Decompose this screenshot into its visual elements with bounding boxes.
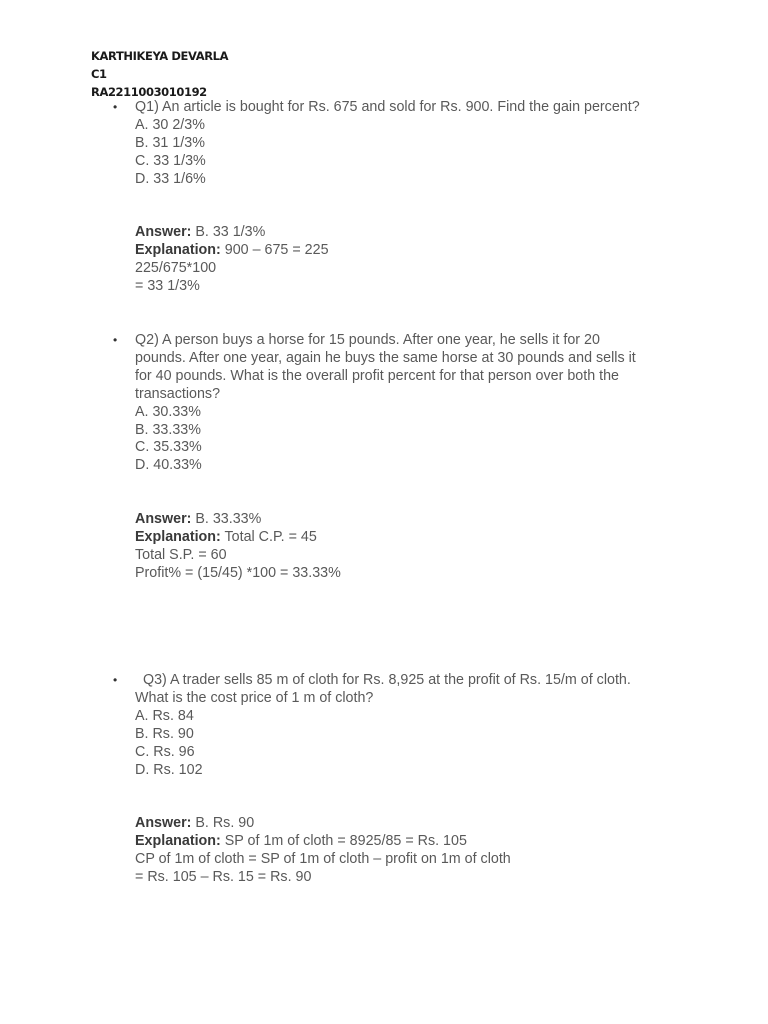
explanation-label: Explanation: xyxy=(135,242,221,259)
bullet-icon: • xyxy=(113,333,118,347)
option-b: B. Rs. 90 xyxy=(135,725,194,742)
answer-line xyxy=(135,511,673,529)
explanation-text: 900 – 675 = 225 xyxy=(220,242,329,259)
answer-value: B. Rs. 90 xyxy=(191,815,255,832)
answer-value: B. 33.33% xyxy=(191,511,262,528)
explanation-line xyxy=(135,242,673,260)
question-text: transactions? xyxy=(135,385,221,402)
explanation-line xyxy=(135,833,673,851)
answer-label: Answer: xyxy=(135,224,192,241)
explanation-text: SP of 1m of cloth = 8925/85 = Rs. 105 xyxy=(220,833,467,850)
option-c: C. 35.33% xyxy=(135,439,202,456)
question-block-1 xyxy=(113,99,673,296)
question-text: pounds. After one year, again he buys the same horse at 30 pounds and sells it xyxy=(135,349,636,366)
explanation-text: = 33 1/3% xyxy=(135,278,200,295)
option-c: C. Rs. 96 xyxy=(135,743,195,760)
explanation-text: CP of 1m of cloth = SP of 1m of cloth – profit on 1m of cloth xyxy=(135,851,511,868)
bullet-icon: • xyxy=(113,673,118,687)
answer-line xyxy=(135,815,673,833)
option-d: D. Rs. 102 xyxy=(135,761,203,778)
explanation-text: Total S.P. = 60 xyxy=(135,546,227,563)
answer-label: Answer: xyxy=(135,815,192,832)
option-a: A. Rs. 84 xyxy=(135,707,194,724)
bullet-icon: • xyxy=(113,100,118,114)
option-d: D. 40.33% xyxy=(135,457,202,474)
option-c: C. 33 1/3% xyxy=(135,152,206,169)
answer-value: B. 33 1/3% xyxy=(191,224,266,241)
question-text: Q2) A person buys a horse for 15 pounds. After one year, he sells it for 20 xyxy=(135,332,600,348)
section-label: C1 xyxy=(91,67,107,81)
question-block-3 xyxy=(113,672,673,887)
registration-number: RA2211003010192 xyxy=(91,85,207,99)
answer-label: Answer: xyxy=(135,511,192,528)
explanation-text: Profit% = (15/45) *100 = 33.33% xyxy=(135,564,341,581)
question-text: Q3) A trader sells 85 m of cloth for Rs. 8,925 at the profit of Rs. 15/m of cloth. xyxy=(135,672,631,688)
question-text: What is the cost price of 1 m of cloth? xyxy=(135,689,374,706)
explanation-label: Explanation: xyxy=(135,833,221,850)
option-b: B. 31 1/3% xyxy=(135,134,205,151)
option-a: A. 30 2/3% xyxy=(135,116,205,133)
document-header xyxy=(91,47,228,101)
explanation-text: Total C.P. = 45 xyxy=(220,528,317,545)
explanation-text: 225/675*100 xyxy=(135,260,217,277)
answer-line xyxy=(135,224,673,242)
student-name: KARTHIKEYA DEVARLA xyxy=(91,49,229,63)
explanation-text: = Rs. 105 – Rs. 15 = Rs. 90 xyxy=(135,868,312,885)
explanation-line xyxy=(135,529,673,547)
question-text: Q1) An article is bought for Rs. 675 and sold for Rs. 900. Find the gain percent? xyxy=(135,99,640,115)
option-b: B. 33.33% xyxy=(135,421,201,438)
question-block-2 xyxy=(113,332,673,583)
option-a: A. 30.33% xyxy=(135,403,201,420)
explanation-label: Explanation: xyxy=(135,528,221,545)
option-d: D. 33 1/6% xyxy=(135,170,206,187)
question-text: for 40 pounds. What is the overall profit percent for that person over both the xyxy=(135,367,619,384)
